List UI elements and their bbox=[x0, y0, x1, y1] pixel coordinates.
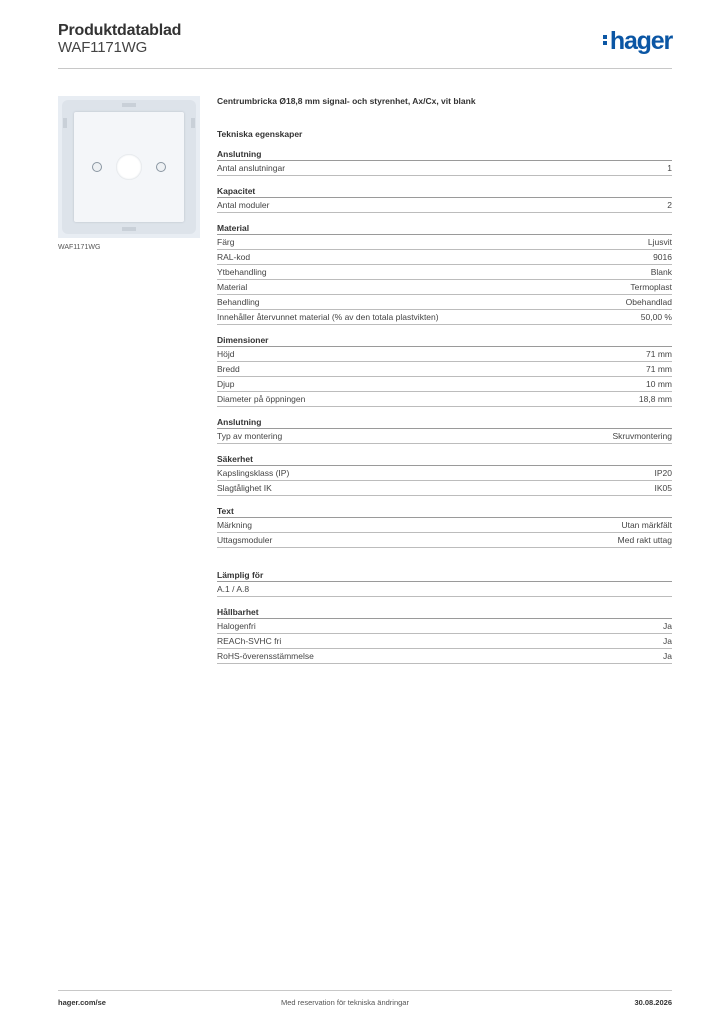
spec-label: Diameter på öppningen bbox=[217, 394, 306, 404]
image-caption: WAF1171WG bbox=[58, 244, 101, 251]
spec-section bbox=[217, 334, 672, 407]
properties-heading: Tekniska egenskaper bbox=[217, 129, 303, 139]
spec-label: Innehåller återvunnet material (% av den totala plastvikten) bbox=[217, 312, 439, 322]
spec-label: REACh-SVHC fri bbox=[217, 636, 282, 646]
spec-section bbox=[217, 606, 672, 664]
spec-row bbox=[217, 377, 672, 392]
spec-value: Utan märkfält bbox=[621, 520, 672, 530]
mounting-frame bbox=[62, 100, 196, 234]
spec-label: Antal anslutningar bbox=[217, 163, 286, 173]
spec-row bbox=[217, 392, 672, 407]
spec-value: IK05 bbox=[654, 483, 672, 493]
section-title: Anslutning bbox=[217, 416, 672, 429]
footer-note: Med reservation för tekniska ändringar bbox=[281, 998, 409, 1007]
spec-row bbox=[217, 161, 672, 176]
spec-value: Med rakt uttag bbox=[617, 535, 672, 545]
spec-label: Behandling bbox=[217, 297, 260, 307]
spec-section bbox=[217, 222, 672, 325]
spec-label: Kapslingsklass (IP) bbox=[217, 468, 290, 478]
spec-sections bbox=[217, 148, 672, 664]
spec-row bbox=[217, 310, 672, 325]
spec-section bbox=[217, 505, 672, 548]
frame-tab-left bbox=[63, 118, 67, 128]
product-code: WAF1171WG bbox=[58, 39, 148, 56]
page-header bbox=[58, 22, 672, 69]
spec-label: Antal moduler bbox=[217, 200, 270, 210]
spec-label: RAL-kod bbox=[217, 252, 251, 262]
spec-value: 1 bbox=[667, 163, 672, 173]
section-title: Dimensioner bbox=[217, 334, 672, 347]
spec-label: Material bbox=[217, 282, 248, 292]
spec-label: Uttagsmoduler bbox=[217, 535, 273, 545]
section-title: Text bbox=[217, 505, 672, 518]
spec-value: 18,8 mm bbox=[638, 394, 672, 404]
spec-label: Märkning bbox=[217, 520, 252, 530]
spec-value: Obehandlad bbox=[625, 297, 672, 307]
section-title: Lämplig för bbox=[217, 569, 672, 582]
footer-date: 30.08.2026 bbox=[634, 998, 672, 1007]
spec-value: Blank bbox=[650, 267, 672, 277]
spec-value: Termoplast bbox=[630, 282, 672, 292]
section-title: Säkerhet bbox=[217, 453, 672, 466]
spec-row bbox=[217, 619, 672, 634]
screw-icon bbox=[156, 162, 166, 172]
frame-tab-right bbox=[191, 118, 195, 128]
spec-row bbox=[217, 582, 672, 597]
product-description: Centrumbricka Ø18,8 mm signal- och styrenhet, Ax/Cx, vit blank bbox=[217, 96, 476, 106]
section-spacer bbox=[217, 557, 672, 569]
spec-value: 9016 bbox=[653, 252, 672, 262]
section-title: Material bbox=[217, 222, 672, 235]
spec-value: Ljusvit bbox=[647, 237, 672, 247]
spec-row bbox=[217, 235, 672, 250]
footer-url[interactable]: hager.com/se bbox=[58, 998, 106, 1007]
spec-row bbox=[217, 518, 672, 533]
spec-label: Slagtålighet IK bbox=[217, 483, 272, 493]
spec-label: Bredd bbox=[217, 364, 240, 374]
spec-row bbox=[217, 347, 672, 362]
spec-label: A.1 / A.8 bbox=[217, 584, 250, 594]
spec-value: IP20 bbox=[654, 468, 672, 478]
spec-row bbox=[217, 280, 672, 295]
section-title: Anslutning bbox=[217, 148, 672, 161]
spec-row bbox=[217, 466, 672, 481]
hager-logo bbox=[603, 28, 672, 54]
spec-value: Ja bbox=[663, 636, 672, 646]
spec-content bbox=[217, 96, 672, 673]
spec-label: Ytbehandling bbox=[217, 267, 267, 277]
document-title: Produktdatablad bbox=[58, 22, 182, 39]
spec-label: Typ av montering bbox=[217, 431, 283, 441]
logo-text: hager bbox=[609, 27, 672, 55]
spec-row bbox=[217, 198, 672, 213]
spec-row bbox=[217, 533, 672, 548]
frame-tab-top bbox=[122, 103, 136, 107]
center-hole bbox=[116, 154, 142, 180]
spec-value: 50,00 % bbox=[640, 312, 672, 322]
section-title: Hållbarhet bbox=[217, 606, 672, 619]
spec-section bbox=[217, 453, 672, 496]
spec-row bbox=[217, 265, 672, 280]
spec-row bbox=[217, 362, 672, 377]
spec-row bbox=[217, 481, 672, 496]
logo-dots-icon bbox=[603, 33, 608, 47]
spec-row bbox=[217, 295, 672, 310]
center-plate bbox=[74, 112, 184, 222]
spec-label: Höjd bbox=[217, 349, 235, 359]
spec-row bbox=[217, 429, 672, 444]
spec-row bbox=[217, 634, 672, 649]
frame-tab-bottom bbox=[122, 227, 136, 231]
spec-value: 10 mm bbox=[646, 379, 672, 389]
spec-value: 71 mm bbox=[646, 364, 672, 374]
spec-section bbox=[217, 148, 672, 176]
spec-value: 2 bbox=[667, 200, 672, 210]
spec-label: Djup bbox=[217, 379, 235, 389]
section-title: Kapacitet bbox=[217, 185, 672, 198]
spec-section bbox=[217, 569, 672, 597]
spec-label: Halogenfri bbox=[217, 621, 256, 631]
spec-row bbox=[217, 649, 672, 664]
spec-value: Skruvmontering bbox=[612, 431, 672, 441]
spec-value: Ja bbox=[663, 621, 672, 631]
spec-value: Ja bbox=[663, 651, 672, 661]
spec-value: 71 mm bbox=[646, 349, 672, 359]
spec-label: RoHS-överensstämmelse bbox=[217, 651, 314, 661]
spec-section bbox=[217, 185, 672, 213]
product-image bbox=[58, 96, 200, 238]
screw-icon bbox=[92, 162, 102, 172]
spec-row bbox=[217, 250, 672, 265]
page-footer bbox=[58, 990, 672, 1011]
spec-section bbox=[217, 416, 672, 444]
spec-label: Färg bbox=[217, 237, 235, 247]
